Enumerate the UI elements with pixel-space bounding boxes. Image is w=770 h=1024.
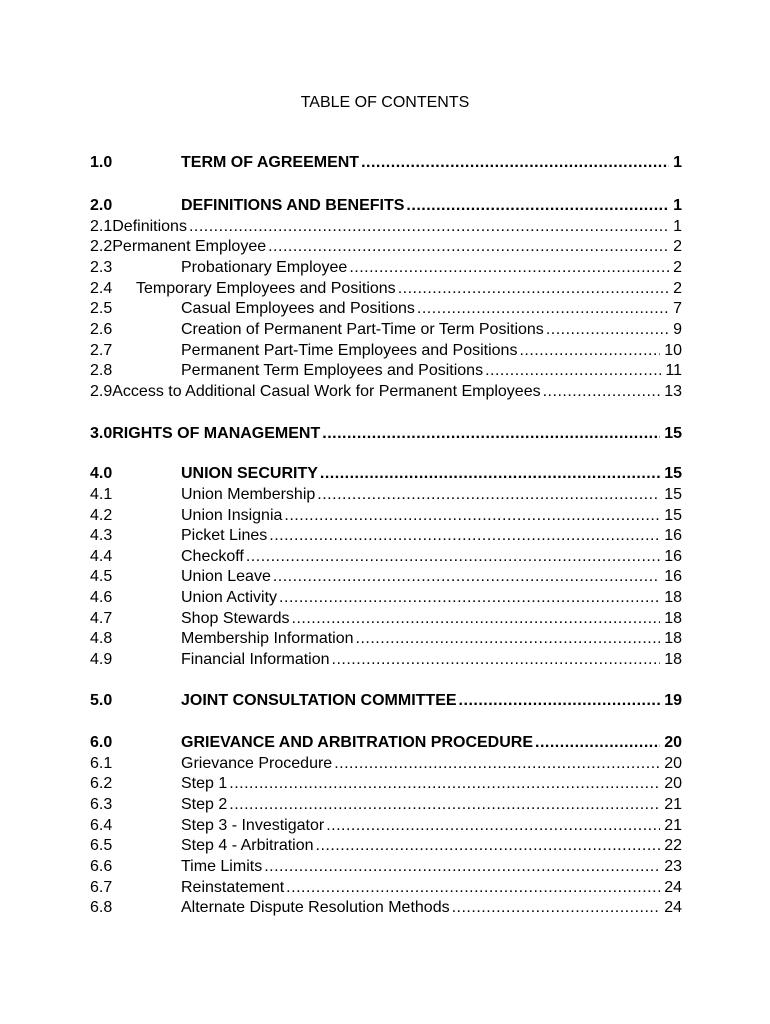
toc-entry[interactable] (90, 506, 682, 526)
toc-entry[interactable] (90, 609, 682, 629)
toc-leader-dots (286, 878, 660, 898)
toc-entry-title: Step 3 - Investigator (181, 817, 325, 834)
toc-entry[interactable] (90, 217, 682, 237)
toc-leader-dots (398, 279, 669, 299)
toc-entry[interactable] (90, 878, 682, 898)
toc-entry-title: Creation of Permanent Part-Time or Term Positions (181, 321, 544, 338)
toc-entry-number: 6.1 (90, 755, 113, 772)
toc-entry[interactable] (90, 424, 682, 444)
toc-page-number: 15 (664, 507, 682, 524)
toc-entry[interactable] (90, 341, 682, 361)
toc-leader-dots (292, 609, 661, 629)
toc-page-number: 15 (664, 486, 682, 503)
toc-entry-number: 6.2 (90, 775, 113, 792)
toc-leader-dots (334, 754, 660, 774)
toc-leader-dots (317, 485, 660, 505)
toc-page-number: 19 (664, 692, 682, 709)
toc-entry-title: DEFINITIONS AND BENEFITS (181, 197, 405, 214)
toc-entry[interactable] (90, 588, 682, 608)
toc-page-number: 16 (664, 568, 682, 585)
toc-page-number: 10 (664, 342, 682, 359)
toc-entry-number: 2.5 (90, 300, 113, 317)
toc-entry[interactable] (90, 733, 682, 753)
toc-entry-title: GRIEVANCE AND ARBITRATION PROCEDURE (181, 734, 534, 751)
toc-entry[interactable] (90, 547, 682, 567)
toc-leader-dots (332, 650, 661, 670)
toc-entry[interactable] (90, 258, 682, 278)
toc-entry-number: 2.1 (90, 218, 113, 235)
toc-leader-dots (349, 258, 669, 278)
toc-page-number: 18 (664, 610, 682, 627)
toc-page-number: 22 (664, 837, 682, 854)
toc-entry-number: 4.7 (90, 610, 113, 627)
toc-entry-number: 6.0 (90, 734, 113, 751)
toc-page-number: 21 (664, 796, 682, 813)
toc-entry-title: Access to Additional Casual Work for Permanent Employees (112, 383, 541, 400)
toc-entry-title: Permanent Employee (112, 238, 267, 255)
toc-entry-title: Shop Stewards (181, 610, 290, 627)
toc-entry-number: 3.0 (90, 425, 113, 442)
toc-entry-title: Picket Lines (181, 527, 268, 544)
toc-leader-dots (264, 857, 660, 877)
toc-entry-number: 4.2 (90, 507, 113, 524)
toc-entry[interactable] (90, 898, 682, 918)
toc-entry[interactable] (90, 196, 682, 216)
toc-leader-dots (268, 237, 669, 257)
toc-leader-dots (546, 320, 669, 340)
toc-leader-dots (246, 547, 660, 567)
toc-page-number: 7 (673, 300, 682, 317)
toc-leader-dots (356, 629, 661, 649)
toc-entry[interactable] (90, 774, 682, 794)
toc-page-number: 18 (664, 651, 682, 668)
toc-entry-title: Union Membership (181, 486, 316, 503)
toc-page-number: 1 (673, 197, 682, 214)
toc-entry-number: 6.7 (90, 879, 113, 896)
toc-leader-dots (269, 526, 660, 546)
toc-entry-number: 1.0 (90, 154, 113, 171)
page-title: TABLE OF CONTENTS (300, 94, 470, 111)
toc-page-number: 18 (664, 630, 682, 647)
toc-entry-title: JOINT CONSULTATION COMMITTEE (181, 692, 457, 709)
toc-page-number: 1 (673, 218, 682, 235)
toc-page-number: 20 (664, 734, 682, 751)
toc-entry-title: Union Insignia (181, 507, 283, 524)
toc-entry[interactable] (90, 691, 682, 711)
toc-entry-title: Casual Employees and Positions (181, 300, 415, 317)
toc-entry[interactable] (90, 650, 682, 670)
toc-entry-number: 2.2 (90, 238, 113, 255)
toc-entry-number: 4.6 (90, 589, 113, 606)
toc-entry-title: Financial Information (181, 651, 330, 668)
toc-entry[interactable] (90, 279, 682, 299)
toc-entry-title: Alternate Dispute Resolution Methods (181, 899, 450, 916)
toc-leader-dots (535, 733, 660, 753)
toc-page-number: 2 (673, 259, 682, 276)
toc-entry-number: 4.5 (90, 568, 113, 585)
toc-leader-dots (452, 898, 661, 918)
toc-page-number: 24 (664, 879, 682, 896)
toc-page-number: 9 (673, 321, 682, 338)
toc-entry-number: 2.8 (90, 362, 113, 379)
toc-page-number: 13 (664, 383, 682, 400)
toc-entry[interactable] (90, 320, 682, 340)
toc-page-number: 11 (665, 362, 682, 379)
toc-entry-title: TERM OF AGREEMENT (181, 154, 360, 171)
toc-entry[interactable] (90, 836, 682, 856)
toc-entry-number: 4.9 (90, 651, 113, 668)
toc-entry-number: 6.5 (90, 837, 113, 854)
toc-leader-dots (316, 836, 661, 856)
toc-leader-dots (417, 299, 669, 319)
toc-entry[interactable] (90, 629, 682, 649)
toc-entry-number: 5.0 (90, 692, 113, 709)
toc-entry[interactable] (90, 567, 682, 587)
toc-entry-number: 4.3 (90, 527, 113, 544)
toc-entry-number: 2.7 (90, 342, 113, 359)
toc-leader-dots (279, 588, 660, 608)
toc-entry-title: Permanent Term Employees and Positions (181, 362, 484, 379)
toc-entry[interactable] (90, 485, 682, 505)
toc-entry-title: Checkoff (181, 548, 244, 565)
toc-entry-number: 6.4 (90, 817, 113, 834)
toc-page-number: 2 (673, 238, 682, 255)
toc-page-number: 16 (664, 548, 682, 565)
toc-entry-title: Reinstatement (181, 879, 285, 896)
toc-page-number: 24 (664, 899, 682, 916)
toc-entry-number: 6.6 (90, 858, 113, 875)
toc-leader-dots (229, 774, 660, 794)
toc-entry[interactable] (90, 464, 682, 484)
toc-entry-number: 6.3 (90, 796, 113, 813)
toc-page-number: 16 (664, 527, 682, 544)
toc-leader-dots (189, 217, 669, 237)
toc-entry-number: 2.3 (90, 259, 113, 276)
toc-entry[interactable] (90, 237, 682, 257)
toc-entry[interactable] (90, 754, 682, 774)
toc-entry-title: Permanent Part-Time Employees and Positions (181, 342, 518, 359)
toc-entry-number: 2.6 (90, 321, 113, 338)
toc-leader-dots (326, 816, 660, 836)
toc-leader-dots (284, 506, 660, 526)
toc-entry[interactable] (90, 299, 682, 319)
toc-page-number: 20 (664, 755, 682, 772)
toc-page-number: 1 (673, 154, 682, 171)
toc-entry-title: Time Limits (181, 858, 263, 875)
toc-entry[interactable] (90, 361, 682, 381)
toc-leader-dots (361, 153, 669, 173)
toc-entry-title: Union Leave (181, 568, 271, 585)
toc-entry-number: 2.0 (90, 197, 113, 214)
toc-entry-number: 4.1 (90, 486, 113, 503)
toc-entry-number: 4.0 (90, 465, 113, 482)
toc-leader-dots (406, 196, 669, 216)
toc-entry-title: RIGHTS OF MANAGEMENT (112, 425, 321, 442)
toc-entry[interactable] (90, 382, 682, 402)
toc-leader-dots (322, 424, 660, 444)
toc-leader-dots (519, 341, 660, 361)
toc-page-number: 20 (664, 775, 682, 792)
toc-leader-dots (485, 361, 661, 381)
toc-page-number: 2 (673, 280, 682, 297)
toc-entry-title: Union Activity (181, 589, 278, 606)
toc-entry-number: 6.8 (90, 899, 113, 916)
toc-leader-dots (543, 382, 661, 402)
toc-leader-dots (459, 691, 661, 711)
toc-page-number: 23 (664, 858, 682, 875)
toc-page-number: 15 (664, 465, 682, 482)
toc-entry-number: 2.9 (90, 383, 113, 400)
toc-page-number: 15 (664, 425, 682, 442)
toc-entry-title: Membership Information (181, 630, 354, 647)
toc-entry-number: 2.4 (90, 280, 113, 297)
toc-entry[interactable] (90, 153, 682, 173)
toc-entry-number: 4.8 (90, 630, 113, 647)
toc-entry-title: Step 1 (181, 775, 228, 792)
toc-entry-title: Step 2 (181, 796, 228, 813)
toc-leader-dots (273, 567, 660, 587)
toc-page-number: 21 (664, 817, 682, 834)
toc-entry-number: 4.4 (90, 548, 113, 565)
toc-entry-title: Step 4 - Arbitration (181, 837, 314, 854)
toc-entry[interactable] (90, 526, 682, 546)
toc-page-number: 18 (664, 589, 682, 606)
toc-leader-dots (229, 795, 660, 815)
toc-entry-title: Definitions (112, 218, 187, 235)
toc-entry-title: Probationary Employee (181, 259, 348, 276)
toc-entry[interactable] (90, 816, 682, 836)
toc-entry[interactable] (90, 795, 682, 815)
toc-leader-dots (320, 464, 660, 484)
toc-entry[interactable] (90, 857, 682, 877)
toc-entry-title: Temporary Employees and Positions (136, 280, 396, 297)
toc-entry-title: Grievance Procedure (181, 755, 333, 772)
toc-entry-title: UNION SECURITY (181, 465, 318, 482)
